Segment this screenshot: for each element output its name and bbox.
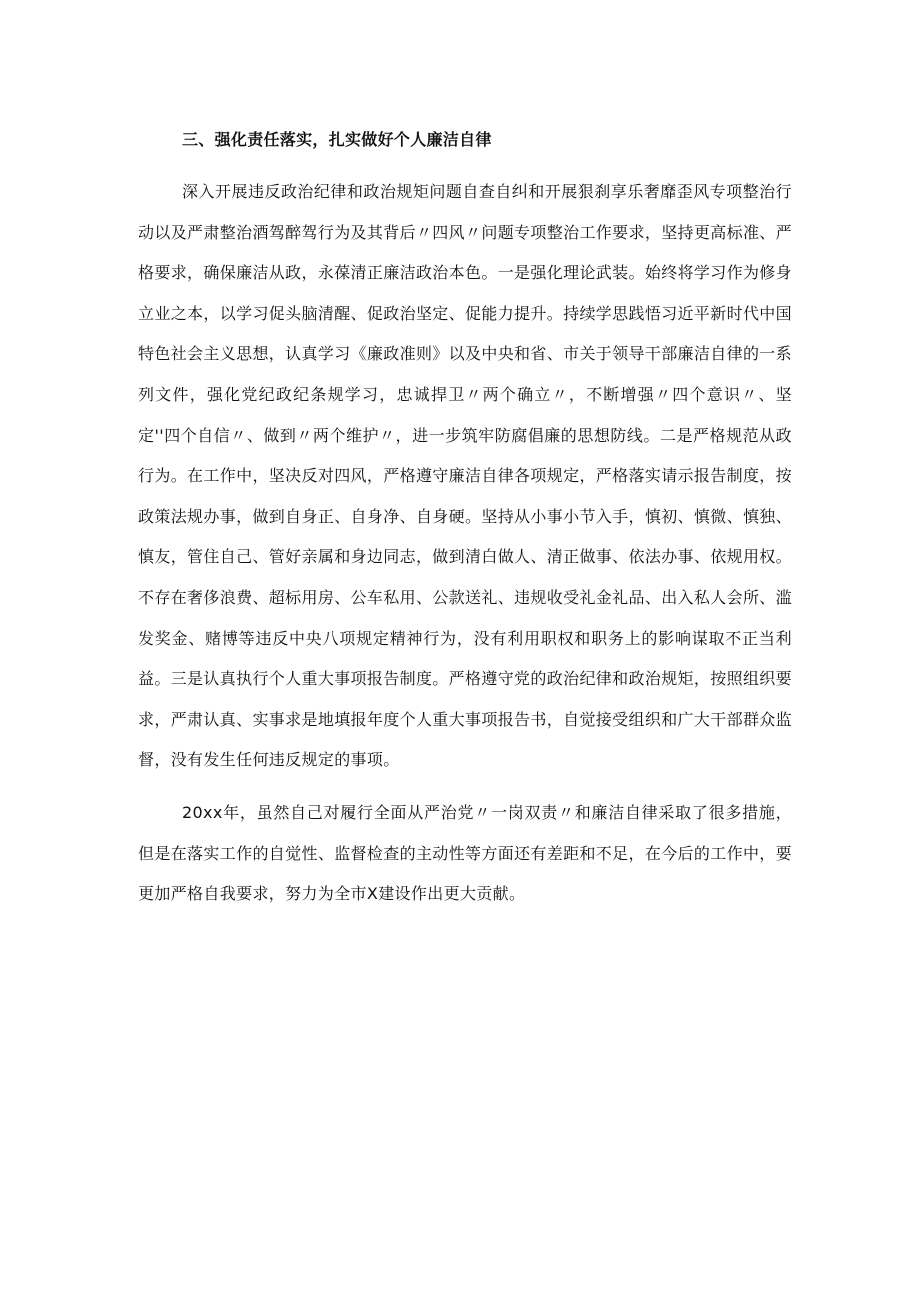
document-body: [138, 122, 792, 915]
section-heading: 三、强化责任落实，扎实做好个人廉洁自律: [182, 130, 492, 149]
body-paragraph-conclusion: 20xx年，虽然自己对履行全面从严治党〃一岗双责〃和廉洁自律采取了很多措施，但是在落实工作的自觉性、监督检查的主动性等方面还有差距和不足，在今后的工作中，要更加严格自我要求，努力为全市X建设作出更大贡献。: [138, 802, 793, 904]
body-paragraph-integrity-discipline: 深入开展违反政治纪律和政治规矩问题自查自纠和开展狠刹享乐奢靡歪风专项整治行动以及严肃整治酒驾醉驾行为及其背后〃四风〃问题专项整治工作要求，坚持更高标准、严格要求，确保廉洁从政，永葆清正廉洁政治本色。一是强化理论武装。始终将学习作为修身立业之本，以学习促头脑清醒、促政治坚定、促能力提升。持续学思践悟习近平新时代中国特色社会主义思想，认真学习《廉政准则》以及中央和省、市关于领导干部廉洁自律的一系列文件，强化党纪政纪条规学习，忠诚捍卫〃两个确立〃，不断增强〃四个意识〃、坚定''四个自信〃、做到〃两个维护〃，进一步筑牢防腐倡廉的思想防线。二是严格规范从政行为。在工作中，坚决反对四风，严格遵守廉洁自律各项规定，严格落实请示报告制度，按政策法规办事，做到自身正、自身净、自身硬。坚持从小事小节入手，慎初、慎微、慎独、慎友，管住自己、管好亲属和身边同志，做到清白做人、清正做事、依法办事、依规用权。不存在奢侈浪费、超标用房、公车私用、公款送礼、违规收受礼金礼品、出入私人会所、滥发奖金、赌博等违反中央八项规定精神行为，没有利用职权和职务上的影响谋取不正当利益。三是认真执行个人重大事项报告制度。严格遵守党的政治纪律和政治规矩，按照组织要求，严肃认真、实事求是地填报年度个人重大事项报告书，自觉接受组织和广大干部群众监督，没有发生任何违反规定的事项。: [138, 182, 793, 770]
